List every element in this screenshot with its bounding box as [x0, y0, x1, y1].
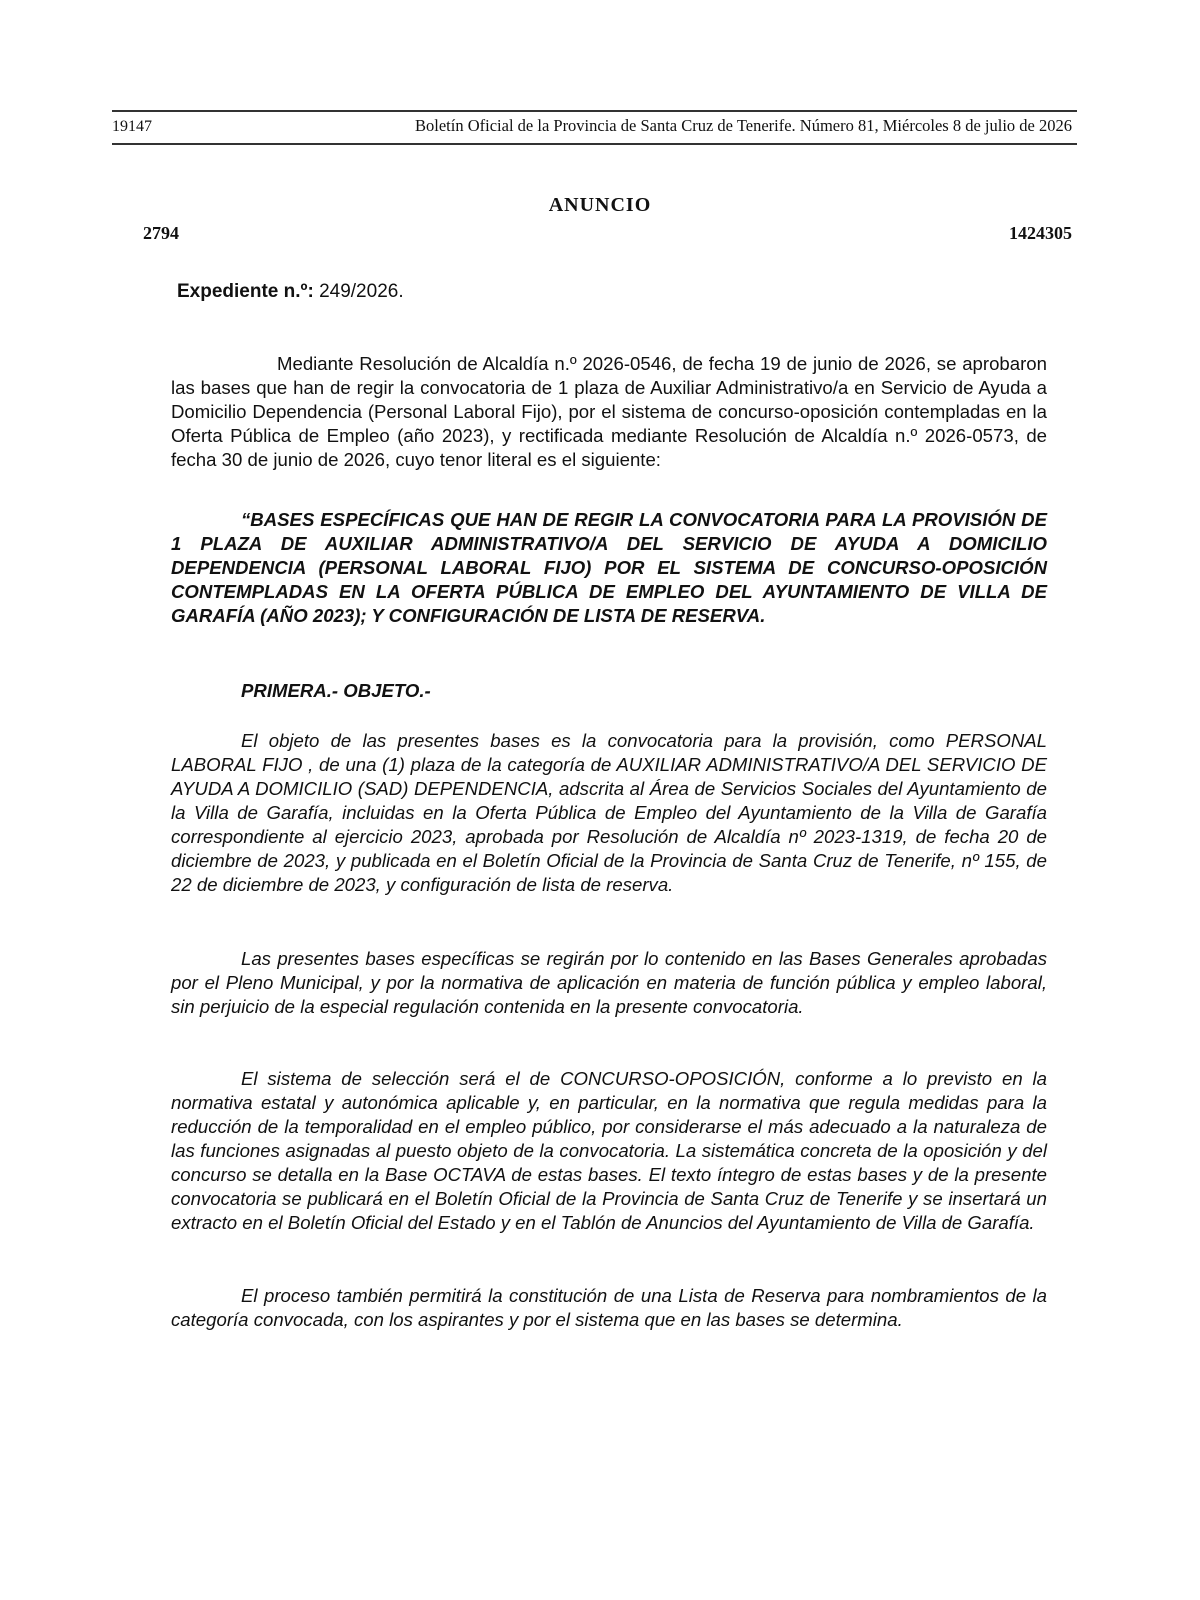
page-number: 19147 [112, 118, 152, 135]
paragraph-sistema: El sistema de selección será el de CONCURSO-OPOSICIÓN, conforme a lo previsto en la normativa estatal y autonómica aplicable y, en particular, en la normativa que regula medidas para la reducción de la temporalidad en el empleo público, por considerarse el más adecuado a la naturaleza de las funciones asignadas al puesto objeto de la convocatoria. La sistemática concreta de la oposición y del concurso se detalla en la Base OCTAVA de estas bases. El texto íntegro de estas bases y de la presente convocatoria se publicará en el Boletín Oficial de la Provincia de Santa Cruz de Tenerife y se insertará un extracto en el Boletín Oficial del Estado y en el Tablón de Anuncios del Ayuntamiento de Villa de Garafía. [171, 1068, 1047, 1233]
paragraph-objeto: El objeto de las presentes bases es la convocatoria para la provisión, como PERSONAL LABORAL FIJO , de una (1) plaza de la categoría de AUXILIAR ADMINISTRATIVO/A DEL SERVICIO DE AYUDA A DOMICILIO (SAD) DEPENDENCIA, adscrita al Área de Servicios Sociales del Ayuntamiento de la Villa de Garafía, incluidas en la Oferta Pública de Empleo del Ayuntamiento de la Villa de Garafía correspondiente al ejercicio 2023, aprobada por Resolución de Alcaldía nº 2023-1319, de fecha 20 de diciembre de 2023, y publicada en el Boletín Oficial de la Provincia de Santa Cruz de Tenerife, nº 155, de 22 de diciembre de 2023, y configuración de lista de reserva. [171, 730, 1047, 895]
paragraph-normativa: Las presentes bases específicas se regirán por lo contenido en las Bases Generales aprobadas por el Pleno Municipal, y por la normativa de aplicación en materia de función pública y empleo laboral, sin perjuicio de la especial regulación contenida en la presente convocatoria. [171, 948, 1047, 1017]
notice-heading: ANUNCIO [548, 194, 652, 216]
bases-title: “BASES ESPECÍFICAS QUE HAN DE REGIR LA CONVOCATORIA PARA LA PROVISIÓN DE 1 PLAZA DE AUXILIAR ADMINISTRATIVO/A DEL SERVICIO DE AYUDA A DOMICILIO DEPENDENCIA (PERSONAL LABORAL FIJO) POR EL SISTEMA DE CONCURSO-OPOSICIÓN CONTEMPLADAS EN LA OFERTA PÚBLICA DE EMPLEO DEL AYUNTAMIENTO DE VILLA DE GARAFÍA (AÑO 2023); Y CONFIGURACIÓN DE LISTA DE RESERVA. [171, 509, 1047, 626]
bulletin-title: Boletín Oficial de la Provincia de Santa Cruz de Tenerife. Número 81, Miércoles 8 de julio de 2026 [415, 116, 1072, 135]
header-rule-bottom [112, 143, 1077, 145]
paragraph-lista-reserva: El proceso también permitirá la constitución de una Lista de Reserva para nombramientos de la categoría convocada, con los aspirantes y por el sistema que en las bases se determina. [171, 1285, 1047, 1330]
expediente-line [177, 281, 404, 303]
notice-registry-number: 1424305 [1009, 223, 1072, 243]
notice-number: 2794 [143, 223, 179, 243]
section-title: PRIMERA.- OBJETO.- [241, 680, 431, 701]
header-rule-top [112, 110, 1077, 112]
expediente-label: Expediente n.º: [177, 281, 314, 302]
intro-paragraph: Mediante Resolución de Alcaldía n.º 2026-0546, de fecha 19 de junio de 2026, se aprobaron las bases que han de regir la convocatoria de 1 plaza de Auxiliar Administrativo/a en Servicio de Ayuda a Domicilio Dependencia (Personal Laboral Fijo), por el sistema de concurso-oposición contempladas en la Oferta Pública de Empleo (año 2023), y rectificada mediante Resolución de Alcaldía n.º 2026-0573, de fecha 30 de junio de 2026, cuyo tenor literal es el siguiente: [171, 353, 1047, 470]
expediente-value: 249/2026. [313, 281, 404, 302]
